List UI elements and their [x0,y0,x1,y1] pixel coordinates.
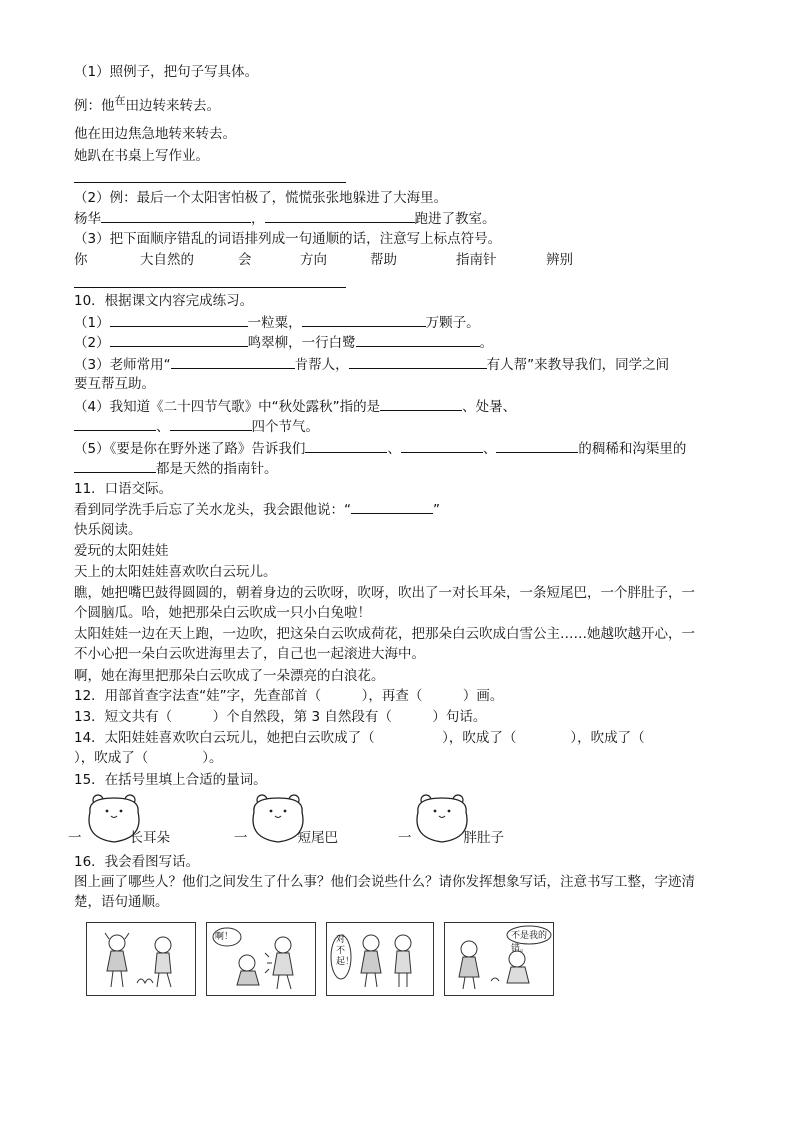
text: 一粒粟， [247,315,302,331]
q10-line1 [74,312,480,333]
text: 、 [156,419,170,435]
q13: 13．短文共有（ ）个自然段，第 3 自然段有（ ）句话。 [74,709,487,725]
text: 看到同学洗手后忘了关水龙头，我会跟他说：“ [74,502,351,518]
word: 大自然的 [140,252,194,268]
story-p3b: 不小心把一朵白云吹进海里去了，自己也一起滚进大海中。 [74,646,425,662]
speech-bubble-3: 对不起！ [336,935,355,967]
speech-bubble-4: 不是我的错。 [511,931,548,954]
word: 会 [238,252,252,268]
p2-sep: ， [251,211,265,227]
prefix: 一 [234,830,248,846]
text: 肯帮人， [294,357,349,373]
blank[interactable] [380,396,462,411]
q10-line3-cont: 要互帮互助。 [74,376,155,392]
q11-line [74,499,440,520]
word: 辨别 [546,252,573,268]
q16-line2: 楚，语句通顺。 [74,894,169,910]
q9-example [74,96,220,117]
text: 。 [479,335,494,351]
blank[interactable] [356,332,480,347]
p2-b: 跑进了教室。 [414,211,496,227]
text: （4）我知道《二十四节气歌》中“秋处露秋”指的是 [74,399,381,415]
story-p1: 天上的太阳娃娃喜欢吹白云玩儿。 [74,564,277,580]
q9-part3-answer-line[interactable] [74,287,346,288]
blank[interactable] [349,354,487,369]
label: 长耳朵 [129,830,170,846]
text: （3）老师常用“ [74,357,171,373]
comic-panel-3 [326,922,434,996]
blank[interactable] [110,312,248,327]
comic-panel-4 [444,922,554,996]
blank[interactable] [305,438,387,453]
q12: 12．用部首查字法查“娃”字，先查部首（ ），再查（ ）画。 [74,688,504,704]
q10-line4 [74,396,516,417]
q14-line1: 14．太阳娃娃喜欢吹白云玩儿，她把白云吹成了（ ），吹成了（ ），吹成了（ [74,730,645,746]
q11-title: 11．口语交际。 [74,481,173,497]
text: 、处暑、 [462,399,517,415]
label: 胖肚子 [463,830,504,846]
example-b: 田边转来转去。 [125,98,220,114]
label: 短尾巴 [297,830,338,846]
text: （1） [74,315,110,331]
q10-line5 [74,438,686,459]
text: （5）《要是你在野外迷了路》告诉我们 [74,441,306,457]
story-p2a: 瞧，她把嘴巴鼓得圆圆的，朝着身边的云吹呀，吹呀，吹出了一对长耳朵，一条短尾巴，一个胖肚子，一 [74,585,695,601]
blank[interactable] [351,499,433,514]
q14-line2: ），吹成了（ ）。 [74,750,223,766]
q10-line5-cont [74,458,278,479]
blank[interactable] [496,438,578,453]
blank[interactable] [401,438,483,453]
story-title: 爱玩的太阳娃娃 [74,543,169,559]
text: 四个节气。 [251,419,319,435]
text: ” [433,502,440,518]
q9-task-sentence: 她趴在书桌上写作业。 [74,148,209,164]
q15-item-1 [68,828,170,848]
speech-bubble-2: 啊！ [215,932,234,942]
q9-part1-prompt: （1）照例子，把句子写具体。 [74,64,259,80]
word: 指南针 [456,252,497,268]
blank[interactable] [101,208,251,223]
reading-heading: 快乐阅读。 [74,522,142,538]
q15-title: 15．在括号里填上合适的量词。 [74,772,267,788]
text: 、 [387,441,401,457]
blank[interactable] [171,354,295,369]
example-insert: 在 [114,94,126,107]
text: 的稠稀和沟渠里的 [578,441,687,457]
q9-part2-prompt: （2）例：最后一个太阳害怕极了，慌慌张张地躲进了大海里。 [74,190,448,206]
q9-answer-line[interactable] [74,182,346,183]
blank[interactable] [74,416,156,431]
text: （2） [74,335,110,351]
text: 万颗子。 [425,315,480,331]
q10-title: 10．根据课文内容完成练习。 [74,293,254,309]
blank[interactable] [265,208,415,223]
word: 你 [74,252,88,268]
story-p4: 啊，她在海里把那朵白云吹成了一朵漂亮的白浪花。 [74,668,385,684]
word: 帮助 [370,252,397,268]
blank[interactable] [302,312,426,327]
q9-part2-fill [74,208,496,229]
text: 鸣翠柳，一行白鹭 [247,335,356,351]
q9-example-answer: 他在田边焦急地转来转去。 [74,126,236,142]
prefix: 一 [68,830,82,846]
q16-title: 16．我会看图写话。 [74,854,200,870]
text: 都是天然的指南针。 [156,461,278,477]
blank[interactable] [170,416,252,431]
q10-line4-cont [74,416,319,437]
text: 有人帮”来教导我们，同学之间 [486,357,670,373]
blank[interactable] [74,458,156,473]
text: 、 [482,441,497,457]
q9-part3-prompt: （3）把下面顺序错乱的词语排列成一句通顺的话，注意写上标点符号。 [74,231,502,247]
word: 方向 [300,252,327,268]
q10-line3 [74,354,669,375]
kids-playing-illustration [87,923,195,995]
q16-line1: 图上画了哪些人？他们之间发生了什么事？他们会说些什么？请你发挥想象写话，注意书写工整，字迹清 [74,874,695,890]
blank[interactable] [110,332,248,347]
example-a: 例：他 [74,98,115,114]
comic-panel-1 [86,922,196,996]
story-p2b: 个圆脑瓜。哈，她把那朵白云吹成一只小白兔啦！ [74,605,371,621]
q15-item-2 [234,828,338,848]
q10-line2 [74,332,493,353]
q9-word-row [74,250,573,270]
comic-panel-2 [206,922,316,996]
q15-item-3 [398,828,504,848]
story-p3a: 太阳娃娃一边在天上跑，一边吹，把这朵白云吹成荷花，把那朵白云吹成白雪公主……她越吹越开心，一 [74,626,695,642]
prefix: 一 [398,830,412,846]
p2-a: 杨华 [74,211,101,227]
